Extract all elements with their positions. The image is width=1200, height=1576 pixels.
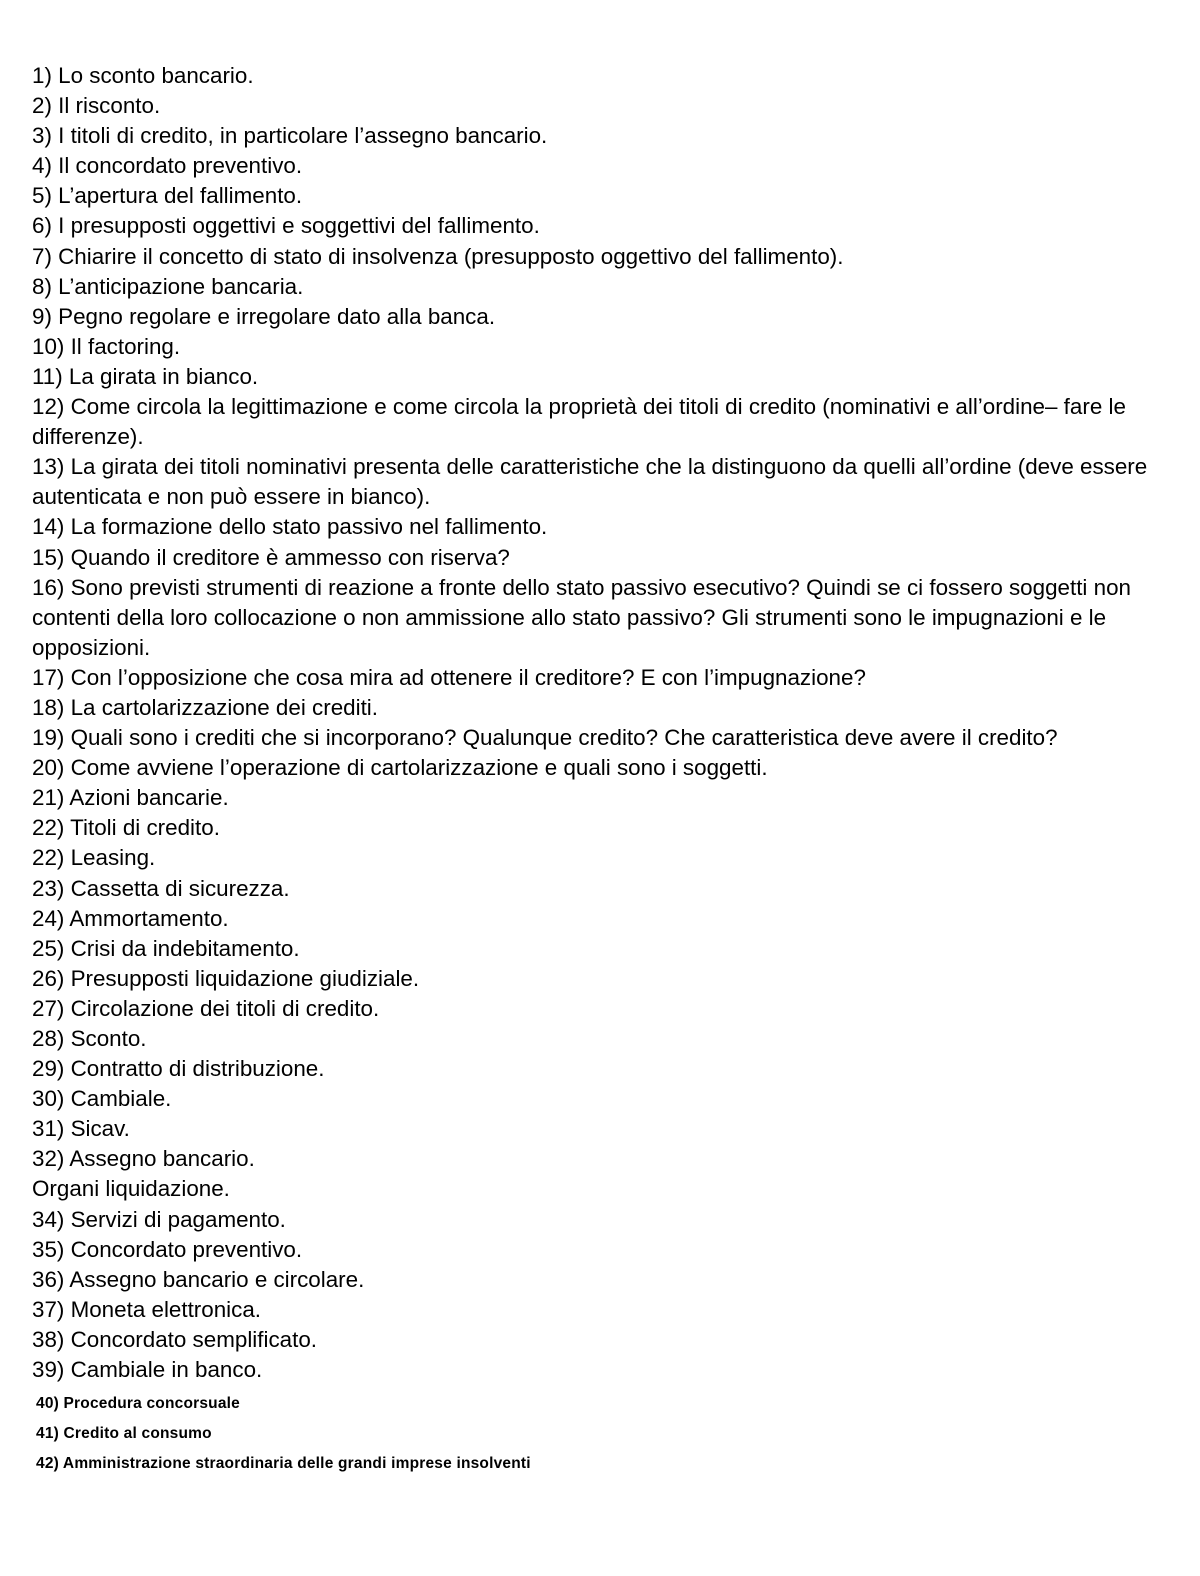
- question-item: 26) Presupposti liquidazione giudiziale.: [32, 965, 420, 991]
- question-item: 8) L’anticipazione bancaria.: [32, 273, 304, 299]
- question-item: 29) Contratto di distribuzione.: [32, 1056, 325, 1082]
- question-item: 23) Cassetta di sicurezza.: [32, 875, 290, 901]
- question-item: 3) I titoli di credito, in particolare l’assegno bancario.: [32, 123, 548, 149]
- bold-question-item: 41) Credito al consumo: [36, 1425, 212, 1443]
- question-item: 31) Sicav.: [32, 1116, 130, 1142]
- question-item: 5) L’apertura del fallimento.: [32, 183, 303, 209]
- question-item: 18) La cartolarizzazione dei crediti.: [32, 694, 378, 720]
- question-item: Organi liquidazione.: [32, 1176, 230, 1202]
- question-item: 24) Ammortamento.: [32, 905, 229, 931]
- question-item: 14) La formazione dello stato passivo nel fallimento.: [32, 514, 548, 540]
- question-item: 32) Assegno bancario.: [32, 1146, 255, 1172]
- question-item: 25) Crisi da indebitamento.: [32, 935, 300, 961]
- question-item: 34) Servizi di pagamento.: [32, 1206, 286, 1232]
- question-item: 28) Sconto.: [32, 1026, 147, 1051]
- question-item: 7) Chiarire il concetto di stato di insolvenza (presupposto oggettivo del fallimento).: [32, 243, 844, 269]
- question-item: 13) La girata dei titoli nominativi presenta delle caratteristiche che la distinguono da quelli all’ordine (deve essere autenticata e non può essere in bianco).: [32, 454, 1148, 510]
- bold-question-item: 42) Amministrazione straordinaria delle grandi imprese insolventi: [36, 1455, 531, 1473]
- question-item: 16) Sono previsti strumenti di reazione a fronte dello stato passivo esecutivo? Quindi se ci fossero soggetti non contenti della loro collocazione o non ammissione allo stato passivo? Gli strumenti sono le impugnazioni e le opposizioni.: [32, 574, 1131, 660]
- question-item: 12) Come circola la legittimazione e come circola la proprietà dei titoli di credito (nominativi e all’ordine– fare le differenze).: [32, 394, 1126, 450]
- question-item: 38) Concordato semplificato.: [32, 1326, 317, 1352]
- question-item: 15) Quando il creditore è ammesso con riserva?: [32, 544, 510, 570]
- question-item: 11) La girata in bianco.: [32, 363, 259, 389]
- question-item: 2) Il risconto.: [32, 93, 161, 119]
- question-item: 6) I presupposti oggettivi e soggettivi del fallimento.: [32, 213, 540, 239]
- question-item: 17) Con l’opposizione che cosa mira ad ottenere il creditore? E con l’impugnazione?: [32, 664, 866, 690]
- question-item: 36) Assegno bancario e circolare.: [32, 1266, 365, 1292]
- question-item: 4) Il concordato preventivo.: [32, 153, 303, 179]
- question-item: 21) Azioni bancarie.: [32, 785, 229, 811]
- question-item: 27) Circolazione dei titoli di credito.: [32, 995, 380, 1021]
- bold-question-list: [36, 1389, 1162, 1479]
- bold-question-item: 40) Procedura concorsuale: [36, 1395, 240, 1413]
- question-item: 39) Cambiale in banco.: [32, 1357, 263, 1383]
- question-item: 22) Titoli di credito.: [32, 815, 220, 841]
- question-list: [32, 61, 1162, 1385]
- question-item: 9) Pegno regolare e irregolare dato alla banca.: [32, 303, 496, 329]
- question-item: 37) Moneta elettronica.: [32, 1296, 262, 1322]
- question-item: 1) Lo sconto bancario.: [32, 63, 254, 88]
- question-item: 19) Quali sono i crediti che si incorporano? Qualunque credito? Che caratteristica deve avere il credito?: [32, 725, 1058, 751]
- question-item: 20) Come avviene l’operazione di cartolarizzazione e quali sono i soggetti.: [32, 755, 768, 781]
- question-item: 30) Cambiale.: [32, 1086, 172, 1112]
- question-item: 35) Concordato preventivo.: [32, 1236, 303, 1262]
- question-item: 22) Leasing.: [32, 845, 156, 871]
- document-page: [32, 61, 1162, 1479]
- question-item: 10) Il factoring.: [32, 333, 181, 359]
